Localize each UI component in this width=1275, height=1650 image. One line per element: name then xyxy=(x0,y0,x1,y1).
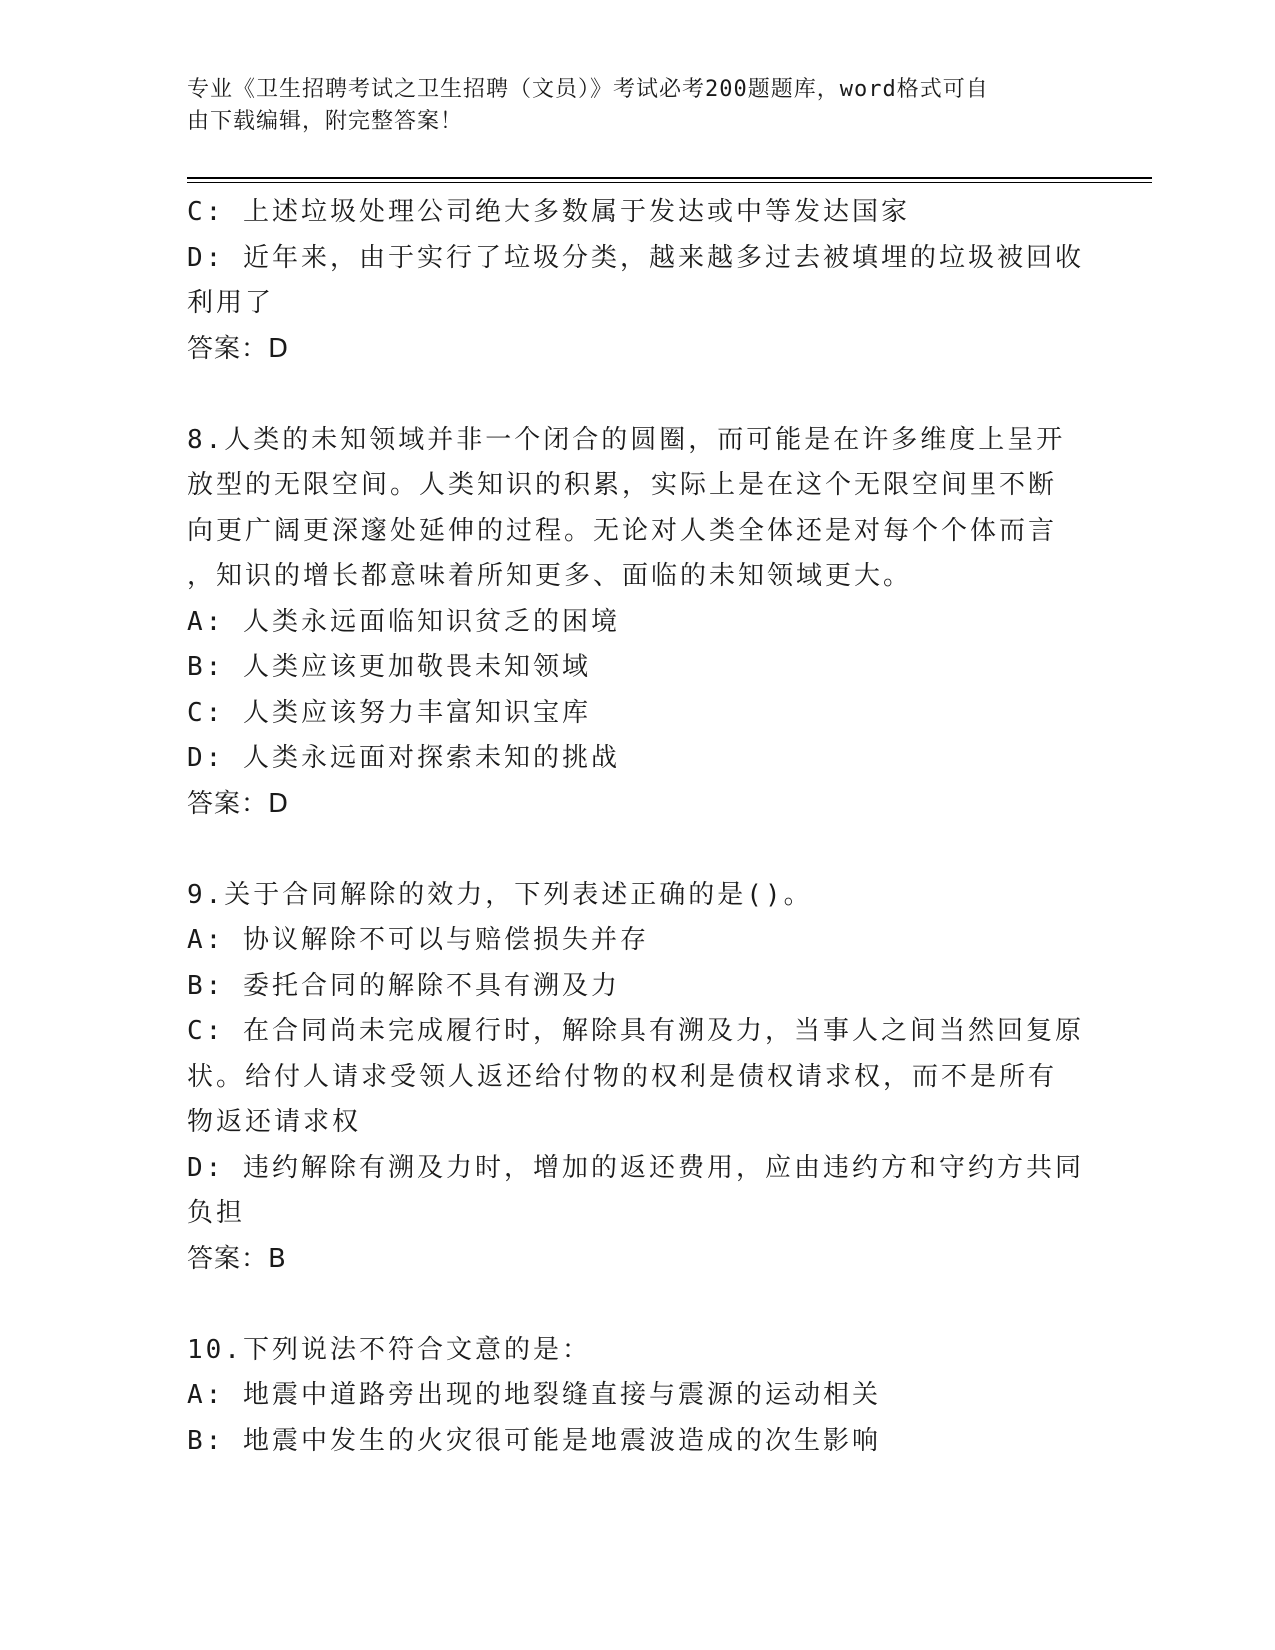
header-title-line-1: 专业《卫生招聘考试之卫生招聘（文员）》考试必考200题题库，word格式可自 xyxy=(187,77,989,102)
q7-option-d-line-1: D: 近年来，由于实行了垃圾分类，越来越多过去被填埋的垃圾被回收 xyxy=(187,242,1084,273)
document-body xyxy=(187,190,1087,1464)
q8-option-b: B: 人类应该更加敬畏未知领域 xyxy=(187,652,591,682)
q7-option-c: C: 上述垃圾处理公司绝大多数属于发达或中等发达国家 xyxy=(187,197,910,227)
q8-option-d: D: 人类永远面对探索未知的挑战 xyxy=(187,743,620,773)
q8-stem-line-4: ，知识的增长都意味着所知更多、面临的未知领域更大。 xyxy=(187,561,913,591)
q8-option-c: C: 人类应该努力丰富知识宝库 xyxy=(187,697,591,728)
q8-stem-line-3: 向更广阔更深邃处延伸的过程。无论对人类全体还是对每个个体而言 xyxy=(187,515,1058,546)
spacer xyxy=(187,827,1087,873)
q9-option-d-line-2: 负担 xyxy=(187,1198,246,1228)
q9-option-a: A: 协议解除不可以与赔偿损失并存 xyxy=(187,925,649,955)
q8-stem-line-1: 8.人类的未知领域并非一个闭合的圆圈，而可能是在许多维度上呈开 xyxy=(187,424,1066,455)
question-10 xyxy=(187,1328,1087,1465)
spacer xyxy=(187,372,1087,418)
header-divider-thin xyxy=(187,182,1152,183)
q9-option-b: B: 委托合同的解除不具有溯及力 xyxy=(187,970,620,1001)
question-7 xyxy=(187,190,1087,372)
q7-option-d-line-2: 利用了 xyxy=(187,288,275,318)
q8-answer: 答案：D xyxy=(187,788,290,819)
q8-option-a: A: 人类永远面临知识贫乏的困境 xyxy=(187,606,620,637)
q9-option-d-line-1: D: 违约解除有溯及力时，增加的返还费用，应由违约方和守约方共同 xyxy=(187,1152,1084,1183)
document-header xyxy=(187,74,1067,138)
spacer xyxy=(187,1282,1087,1328)
question-8 xyxy=(187,418,1087,828)
q8-stem-line-2: 放型的无限空间。人类知识的积累，实际上是在这个无限空间里不断 xyxy=(187,470,1058,500)
q9-answer: 答案：B xyxy=(187,1243,287,1274)
q9-option-c-line-1: C: 在合同尚未完成履行时，解除具有溯及力，当事人之间当然回复原 xyxy=(187,1016,1084,1046)
header-divider-thick xyxy=(187,177,1152,179)
question-9 xyxy=(187,873,1087,1283)
q10-option-a: A: 地震中道路旁出现的地裂缝直接与震源的运动相关 xyxy=(187,1380,881,1410)
header-title-line-2: 由下载编辑，附完整答案！ xyxy=(187,109,464,134)
q9-option-c-line-2: 状。给付人请求受领人返还给付物的权利是债权请求权，而不是所有 xyxy=(187,1061,1058,1092)
q9-option-c-line-3: 物返还请求权 xyxy=(187,1107,362,1137)
q10-stem: 10.下列说法不符合文意的是： xyxy=(187,1334,591,1365)
q7-answer: 答案：D xyxy=(187,333,290,364)
q9-stem: 9.关于合同解除的效力，下列表述正确的是()。 xyxy=(187,879,813,910)
q10-option-b: B: 地震中发生的火灾很可能是地震波造成的次生影响 xyxy=(187,1425,881,1456)
